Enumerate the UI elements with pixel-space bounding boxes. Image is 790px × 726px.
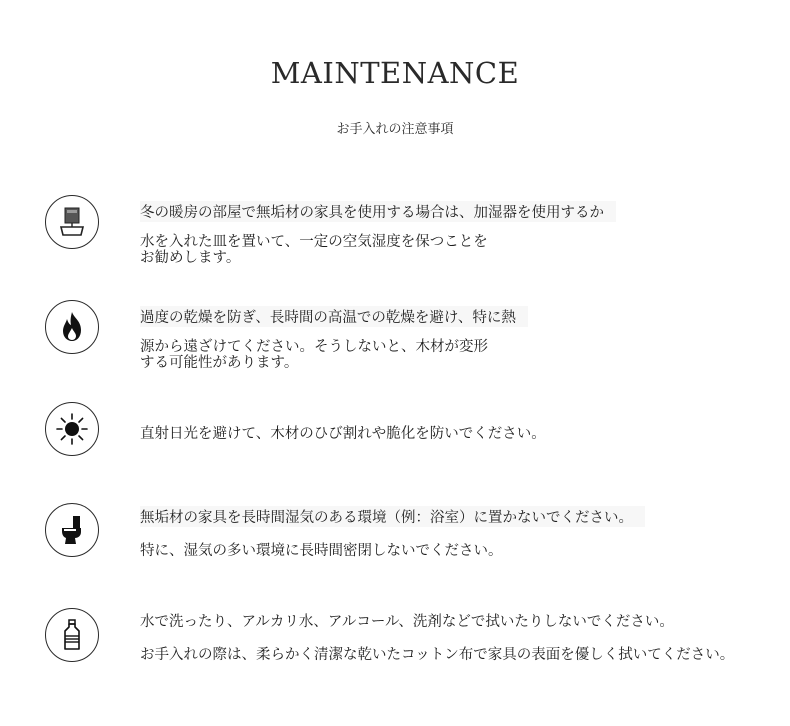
bottle-icon [45, 608, 99, 662]
page-title: MAINTENANCE [270, 56, 520, 90]
care-text-line: 水で洗ったり、アルカリ水、アルコール、洗剤などで拭いたりしないでください。 [140, 614, 674, 630]
flame-icon [45, 300, 99, 354]
page-subtitle: お手入れの注意事項 [336, 122, 454, 137]
care-text-line: 特に、湿気の多い環境に長時間密閉しないでください。 [140, 543, 503, 559]
care-text-line: 過度の乾燥を防ぎ、長時間の高温での乾燥を避け、特に熱 [140, 306, 528, 327]
care-text-line: 無垢材の家具を長時間湿気のある環境（例：浴室）に置かないでください。 [140, 506, 645, 527]
humidifier-icon [45, 195, 99, 249]
care-text-line: 直射日光を避けて、木材のひび割れや脆化を防いでください。 [140, 426, 546, 442]
care-text-line: 冬の暖房の部屋で無垢材の家具を使用する場合は、加湿器を使用するか [140, 201, 616, 222]
sun-icon [45, 402, 99, 456]
care-text-line: 水を入れた皿を置いて、一定の空気湿度を保つことを [140, 234, 488, 250]
toilet-icon [45, 503, 99, 557]
care-text-line: お手入れの際は、柔らかく清潔な乾いたコットン布で家具の表面を優しく拭いてください。 [140, 647, 735, 663]
care-text-line: 源から遠ざけてください。そうしないと、木材が変形 [140, 339, 488, 355]
care-text-line: する可能性があります。 [140, 355, 299, 371]
care-text-line: お勧めします。 [140, 250, 241, 266]
